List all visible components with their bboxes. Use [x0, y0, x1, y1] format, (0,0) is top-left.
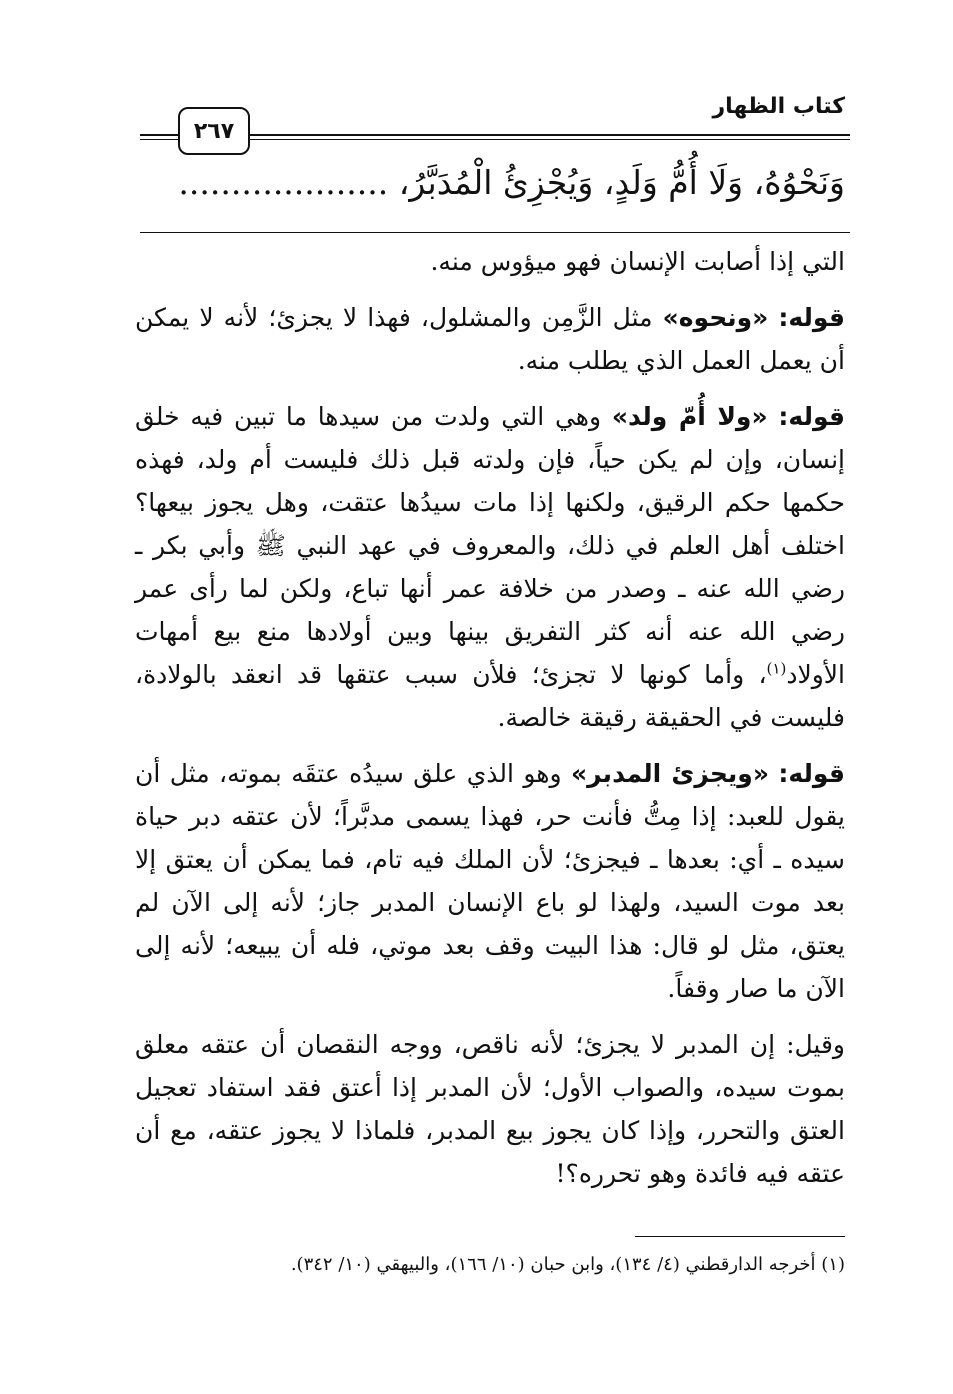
paragraph-text: التي إذا أصابت الإنسان فهو ميؤوس منه.: [430, 247, 845, 276]
footnote-reference[interactable]: (١): [766, 659, 787, 678]
paragraph-5: [135, 1023, 845, 1195]
quoted-matn: «ويجزئ المدبر»: [570, 759, 769, 788]
footnote-1: (١) أخرجه الدارقطني (٤/ ١٣٤)، وابن حبان (١٠/ ١٦٦)، والبيهقي (١٠/ ٣٤٢).: [290, 1254, 845, 1275]
paragraph-4: [135, 752, 845, 1010]
page-number: ٢٦٧: [178, 107, 250, 155]
quoted-matn: «ونحوه»: [662, 303, 769, 332]
paragraph-1: [135, 240, 845, 283]
paragraph-lead: قوله:: [778, 759, 845, 788]
matn-separator-rule: [140, 232, 850, 233]
paragraph-text: وقيل: إن المدبر لا يجزئ؛ لأنه ناقص، ووجه النقصان أن عتقه معلق بموت سيده، والصواب الأول؛ لأن المدبر إذا أعتق فقد استفاد تعجيل العتق والتحرر، وإذا كان يجوز بيع المدبر، فلماذا لا يجوز عتقه، مع أن عتقه فيه فائدة وهو تحرره؟!: [135, 1030, 845, 1188]
quoted-matn: «ولا أُمّ ولد»: [611, 402, 768, 431]
paragraph-text: مثل الزَّمِن والمشلول، فهذا لا يجزئ؛ لأنه لا يمكن أن يعمل العمل الذي يطلب منه.: [135, 303, 845, 375]
footnote-separator-rule: [635, 1236, 845, 1237]
matn-text: وَنَحْوُهُ، وَلَا أُمُّ وَلَدٍ، وَيُجْزِئُ الْمُدَبَّرُ، ....................: [178, 163, 845, 202]
commentary-body: [135, 240, 845, 1208]
paragraph-text: وهي التي ولدت من سيدها ما تبين فيه خلق إنسان، وإن لم يكن حياً، فإن ولدته قبل ذلك فليست أم ولد، فهذه حكمها حكم الرقيق، ولكنها إذا مات سيدُها عتقت، وهل يجوز بيعها؟ اختلف أهل العلم في ذلك، والمعروف في عهد النبي ﷺ وأبي بكر ـ رضي الله عنه ـ وصدر من خلافة عمر أنها تباع، ولكن لما رأى عمر رضي الله عنه أنه كثر التفريق بينها وبين أولادها منع بيع أمهات الأولاد: [135, 402, 845, 689]
paragraph-text: وهو الذي علق سيدُه عتقَه بموته، مثل أن يقول للعبد: إذا مِتُّ فأنت حر، فهذا يسمى مدبَّراً؛ لأن عتقه دبر حياة سيده ـ أي: بعدها ـ فيجزئ؛ لأن الملك فيه تام، فما يمكن أن يعتق إلا بعد موت السيد، ولهذا لو باع الإنسان المدبر جاز؛ لأنه إلى الآن لم يعتق، مثل لو قال: هذا البيت وقف بعد موتي، فله أن يبيعه؛ لأنه إلى الآن ما صار وقفاً.: [135, 759, 845, 1003]
paragraph-text-continued: ، وأما كونها لا تجزئ؛ فلأن سبب عتقها قد انعقد بالولادة، فليست في الحقيقة رقيقة خالصة.: [135, 660, 845, 732]
paragraph-lead: قوله:: [778, 402, 846, 431]
paragraph-3: [135, 395, 845, 739]
running-head-title: كتاب الظهار: [712, 94, 845, 119]
paragraph-2: [135, 296, 845, 382]
paragraph-lead: قوله:: [778, 303, 845, 332]
